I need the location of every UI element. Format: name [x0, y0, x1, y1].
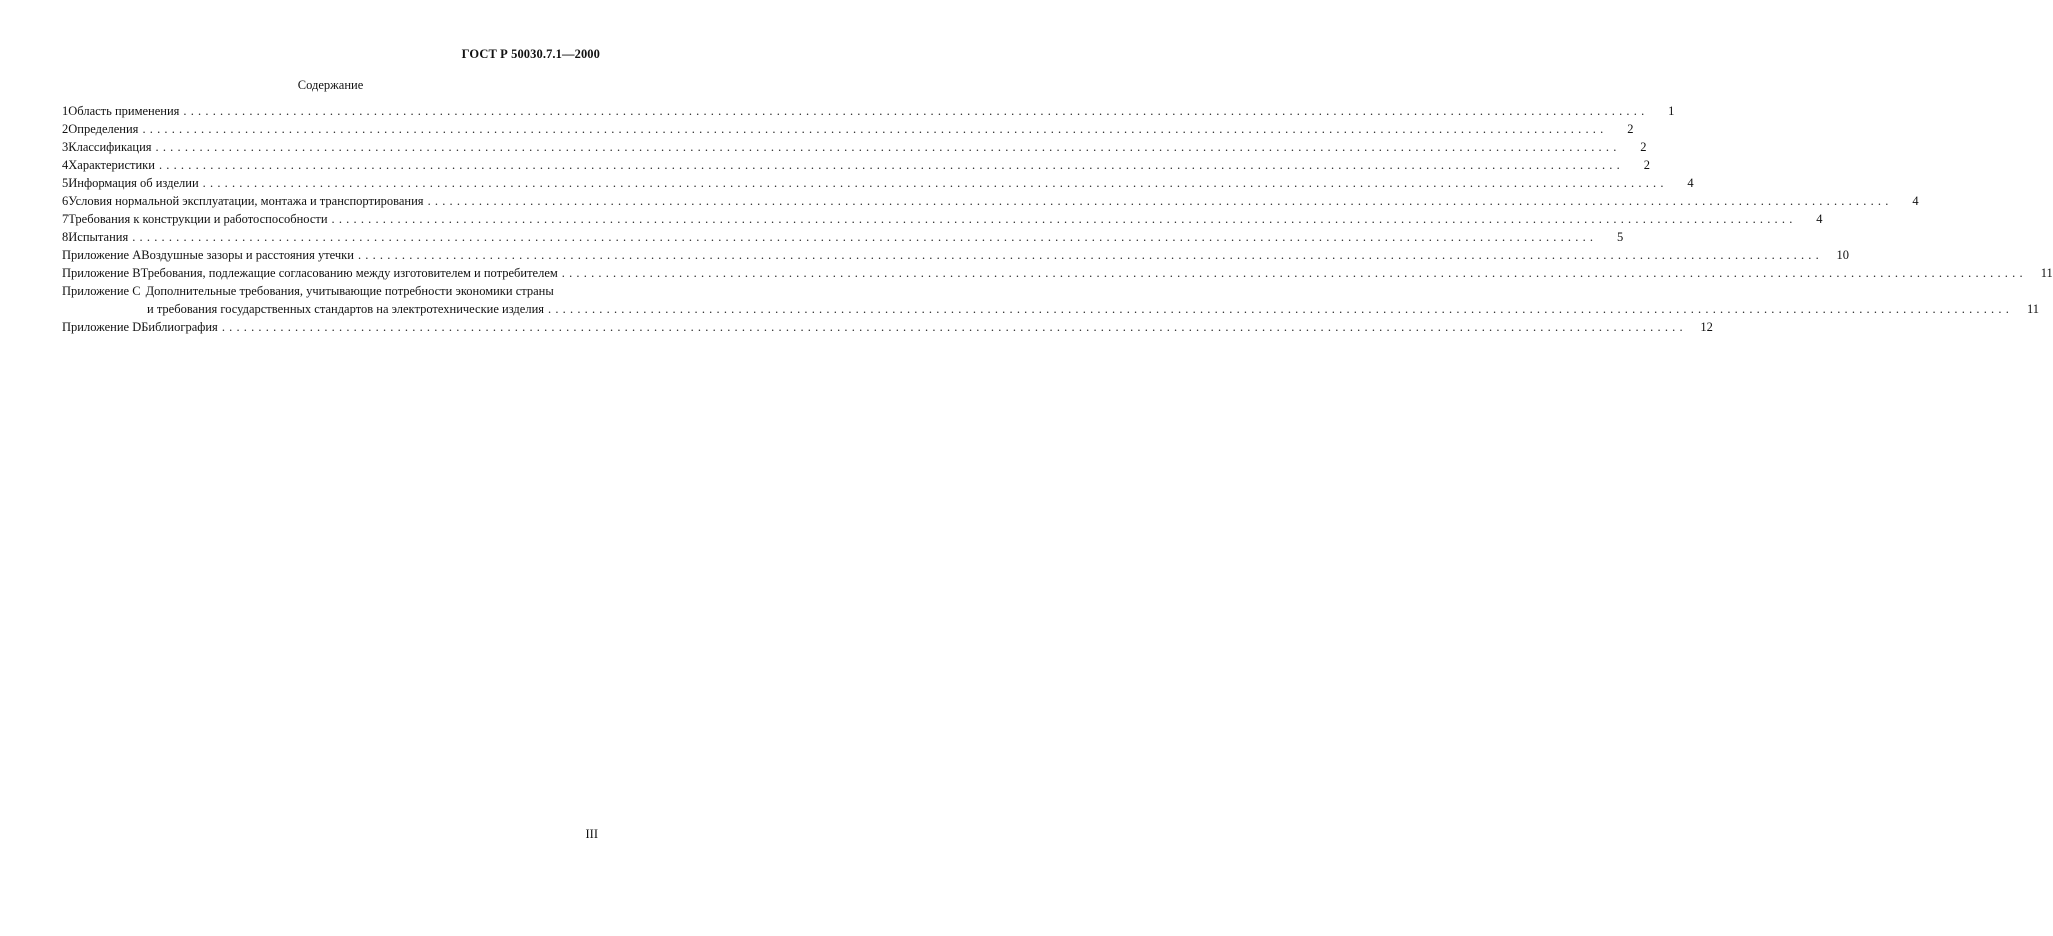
- toc-entry-appendix-a[interactable]: [62, 246, 1849, 264]
- toc-entry-number: 2: [62, 122, 69, 136]
- toc-entry-label: Библиография: [141, 320, 218, 334]
- dot-leader: ........................................................................................................................................................................................................: [357, 248, 1823, 262]
- toc-entry-label: Определения: [68, 122, 139, 136]
- toc-entry-number: Приложение В: [62, 266, 141, 280]
- toc-entry-label: Требования, подлежащие согласованию между изготовителем и потребителем: [140, 266, 558, 280]
- dot-leader: ........................................................................................................................................................................................................: [142, 122, 1608, 136]
- toc-title: Содержание: [297, 78, 364, 92]
- toc-entry-page: 11: [2026, 302, 2040, 316]
- toc-entry-label: Область применения: [68, 104, 180, 118]
- toc-entry-label: Дополнительные требования, учитывающие потребности экономики страны: [145, 284, 554, 298]
- dot-leader: ........................................................................................................................................................................................................: [132, 230, 1598, 244]
- toc-entry-number: 5: [62, 176, 69, 190]
- dot-leader: ........................................................................................................................................................................................................: [183, 104, 1649, 118]
- dot-leader: ........................................................................................................................................................................................................: [331, 212, 1797, 226]
- toc-entry-label: Воздушные зазоры и расстояния утечки: [141, 248, 354, 262]
- toc-entry-page: 10: [1836, 248, 1849, 262]
- dot-leader: ........................................................................................................................................................................................................: [158, 158, 1624, 172]
- toc-entry-label: Информация об изделии: [68, 176, 199, 190]
- toc-entry-appendix-b[interactable]: [62, 264, 2053, 282]
- toc-entry-page: 4: [1816, 212, 1823, 226]
- toc-entry-number: Приложение С: [62, 284, 141, 298]
- toc-entry-page: 2: [1640, 140, 1647, 154]
- toc-entry-page: 1: [1668, 104, 1675, 118]
- toc-entry-3[interactable]: [62, 138, 1647, 156]
- dot-leader: ........................................................................................................................................................................................................: [427, 194, 1893, 208]
- toc-entry-number: 7: [62, 212, 69, 226]
- toc-entry-label-continued: и требования государственных стандартов на электротехнические изделия: [147, 302, 545, 316]
- toc-entry-label: Условия нормальной эксплуатации, монтажа и транспортирования: [68, 194, 424, 208]
- dot-leader: ........................................................................................................................................................................................................: [202, 176, 1668, 190]
- toc-entry-5[interactable]: [62, 174, 1694, 192]
- toc-entry-number: 6: [62, 194, 69, 208]
- toc-entry-number: Приложение D: [62, 320, 142, 334]
- toc-entry-number: 1: [62, 104, 69, 118]
- dot-leader: ........................................................................................................................................................................................................: [548, 302, 2014, 316]
- toc-entry-appendix-d[interactable]: [62, 318, 1713, 336]
- toc-entry-label: Требования к конструкции и работоспособности: [68, 212, 328, 226]
- toc-entry-2[interactable]: [62, 120, 1634, 138]
- toc-entry-4[interactable]: [62, 156, 1650, 174]
- dot-leader: ........................................................................................................................................................................................................: [561, 266, 2027, 280]
- toc-entry-label: Характеристики: [68, 158, 155, 172]
- toc-entry-appendix-c[interactable]: [62, 282, 2040, 318]
- dot-leader: ........................................................................................................................................................................................................: [155, 140, 1621, 154]
- toc-entry-label: Испытания: [68, 230, 129, 244]
- toc-entry-page: 4: [1687, 176, 1694, 190]
- toc-entry-page: 2: [1627, 122, 1634, 136]
- toc-entry-1[interactable]: [62, 102, 1675, 120]
- toc-entry-page: 12: [1700, 320, 1713, 334]
- document-code: ГОСТ Р 50030.7.1—2000: [461, 47, 600, 61]
- toc-entry-number: 3: [62, 140, 69, 154]
- toc-entry-page: 5: [1616, 230, 1624, 244]
- dot-leader: ........................................................................................................................................................................................................: [221, 320, 1687, 334]
- toc-entry-8[interactable]: [62, 228, 1624, 246]
- table-of-contents: [62, 102, 2053, 336]
- toc-entry-label: Классификация: [68, 140, 152, 154]
- toc-entry-6[interactable]: [62, 192, 1919, 210]
- toc-entry-number: Приложение А: [62, 248, 142, 262]
- toc-entry-page: 2: [1643, 158, 1650, 172]
- toc-entry-page: 11: [2040, 266, 2053, 280]
- toc-entry-number: 8: [62, 230, 69, 244]
- toc-entry-7[interactable]: [62, 210, 1823, 228]
- toc-entry-number: 4: [62, 158, 69, 172]
- toc-entry-page: 4: [1912, 194, 1919, 208]
- page-number: III: [585, 827, 598, 841]
